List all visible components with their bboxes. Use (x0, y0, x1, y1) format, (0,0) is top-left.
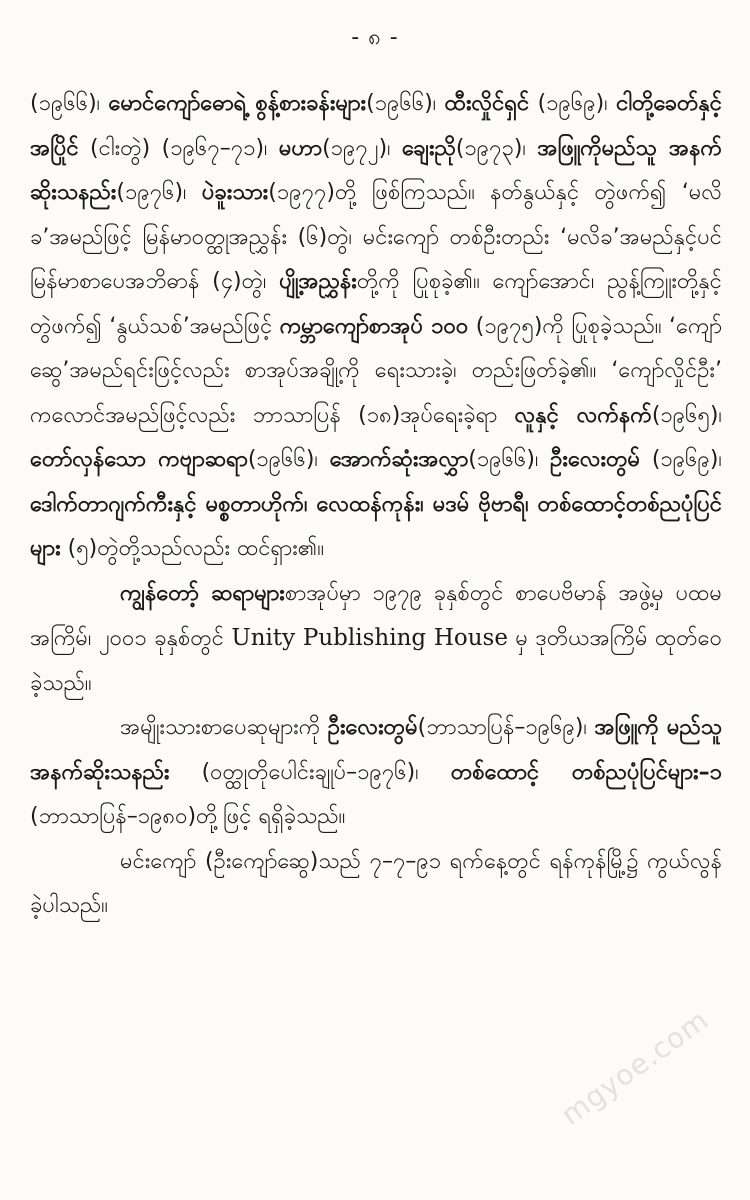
bold-title-text: အဖြူကိုမည်သူ အနက်ဆိုးသနည်း (30, 135, 722, 205)
body-text-run: (၁၉၆၆)၊ (30, 91, 109, 116)
body-text (30, 82, 722, 929)
body-text-run: မှ ဒုတိယအကြိမ် ထုတ်ဝေခဲ့သည်။ (30, 626, 722, 696)
paragraph (30, 82, 722, 572)
body-text-run: (၁၉၆၆)၊ (247, 447, 330, 472)
bold-title-text: မဟာ (278, 135, 323, 161)
body-text-run: (၁၉၇၆)၊ (116, 180, 202, 205)
body-text-run: (ဘာသာပြန်–၁၉၈၀)တို့ဖြင့် ရရှိခဲ့သည်။ (30, 804, 346, 829)
body-text-run: (၁၉၆၉)၊ (640, 447, 722, 472)
bold-title-text: ကျွန်တော့် ဆရာများ (120, 580, 285, 606)
bold-title-text: ကမ္ဘာကျော်စာအုပ် ၁၀၀ (279, 313, 469, 339)
body-text-run: (၁၉၇၃)၊ (455, 135, 538, 161)
body-text-run: အမျိုးသားစာပေဆုများကို (120, 715, 328, 740)
body-text-run: (၁၉၆၅)၊ (651, 402, 722, 428)
bold-title-text: ဦးလေးတွမ် (327, 715, 418, 740)
paragraph (30, 706, 722, 840)
bold-title-text: တော်လှန်သော ကဗျာဆရာ (30, 447, 248, 472)
bold-title-text: လူနှင့် လက်နက် (514, 402, 652, 428)
bold-title-text: ပဲခူးသား (201, 180, 269, 205)
bold-title-text: ငါတို့ခေတ်နှင့် အပြိုင် (30, 91, 722, 161)
body-text-run: (ဝတ္ထုတိုပေါင်းချုပ်–၁၉၇၆)၊ (169, 759, 451, 785)
bold-title-text: အဖြူကို မည်သူအနက်ဆိုးသနည်း (30, 715, 723, 785)
bold-title-text: တစ်ထောင့် တစ်ညပုံပြင်များ–၁ (450, 759, 722, 785)
body-text-run: (၅)တွဲတို့သည်လည်း ထင်ရှား၏။ (60, 536, 325, 561)
body-text-run: (ဘာသာပြန်–၁၉၆၉)၊ (417, 715, 595, 740)
bold-title-text: ဒေါက်တာဂျက်ကီးနှင့် မစ္စတာဟိုက်၊ လေထန်ကုန်း၊ မဒမ် ဗိုဗာရီ၊ တစ်ထောင့်တစ်ညပုံပြင်များ (30, 491, 722, 561)
body-text-run: (၁၉၇၅)ကို ပြုစုခဲ့သည်။ ‘ကျော်ဆွေ’အမည်ရင်းဖြင့်လည်း စာအုပ်အချို့ကို ရေးသားခဲ့၊ တည်းဖြတ်ခဲ့၏။ ‘ကျော်လှိုင်ဦး’ ကလောင်အမည်ဖြင့်လည်း ဘာသာပြန် (၁၈)အုပ်ရေးခဲ့ရာ (30, 313, 723, 428)
watermark: mgyoe.com (555, 1002, 715, 1132)
body-text-run: Unity Publishing House (231, 625, 508, 651)
paragraph (30, 840, 722, 929)
bold-title-text: အောက်ဆုံးအလွှာ (329, 447, 469, 472)
page-number: - ၈ - (351, 25, 399, 50)
body-text-run: (၁၉၆၆)၊ (366, 91, 445, 116)
bold-title-text: ထီးလှိုင်ရှင် (444, 91, 530, 116)
body-text-run: (၁၉၆၆)၊ (468, 447, 551, 472)
bold-title-text: ချေးညို (402, 135, 456, 161)
body-text-run: (၁၉၇၂)၊ (322, 135, 403, 161)
body-text-run: တို့ကို ပြုစုခဲ့၏။ ကျော်အောင်၊ ညွန့်ကြူးတို့နှင့် တွဲဖက်၍ ‘နွယ်သစ်’အမည်ဖြင့် (30, 269, 722, 339)
bold-title-text: ပျို့အညွှန်း (279, 269, 357, 294)
bold-title-text: မောင်ကျော်ဓောရဲ့ စွန့်စားခန်းများ (108, 91, 367, 116)
body-text-run: စာအုပ်မှာ ၁၉၇၉ ခုနှစ်တွင် စာပေဗိမာန် အဖွဲ့မှ ပထမအကြိမ်၊ ၂၀၀၁ ခုနှစ်တွင် (30, 580, 722, 651)
bold-title-text: ဦးလေးတွမ် (550, 447, 641, 472)
body-text-run: မင်းကျော် (ဦးကျော်ဆွေ)သည် ၇–၇–၉၁ ရက်နေ့တွင် ရန်ကုန်မြို့၌ ကွယ်လွန်ခဲ့ပါသည်။ (30, 848, 722, 918)
body-text-run: (၁၉၆၉)၊ (529, 91, 617, 116)
paragraph (30, 572, 722, 707)
body-text-run: (ငါးတွဲ) (၁၉၆၇–၇၁)၊ (78, 135, 279, 161)
body-text-run: (၁၉၇၇)တို့ ဖြစ်ကြသည်။ နတ်နွယ်နှင့် တွဲဖက်၍ ‘မလိခ’အမည်ဖြင့် မြန်မာဝတ္ထုအညွှန်း (၆)တွဲ၊ မင်းကျော် တစ်ဦးတည်း ‘မလိခ’အမည်နှင့်ပင် မြန်မာစာပေအဘိဓာန် (၄)တွဲ၊ (30, 180, 723, 294)
